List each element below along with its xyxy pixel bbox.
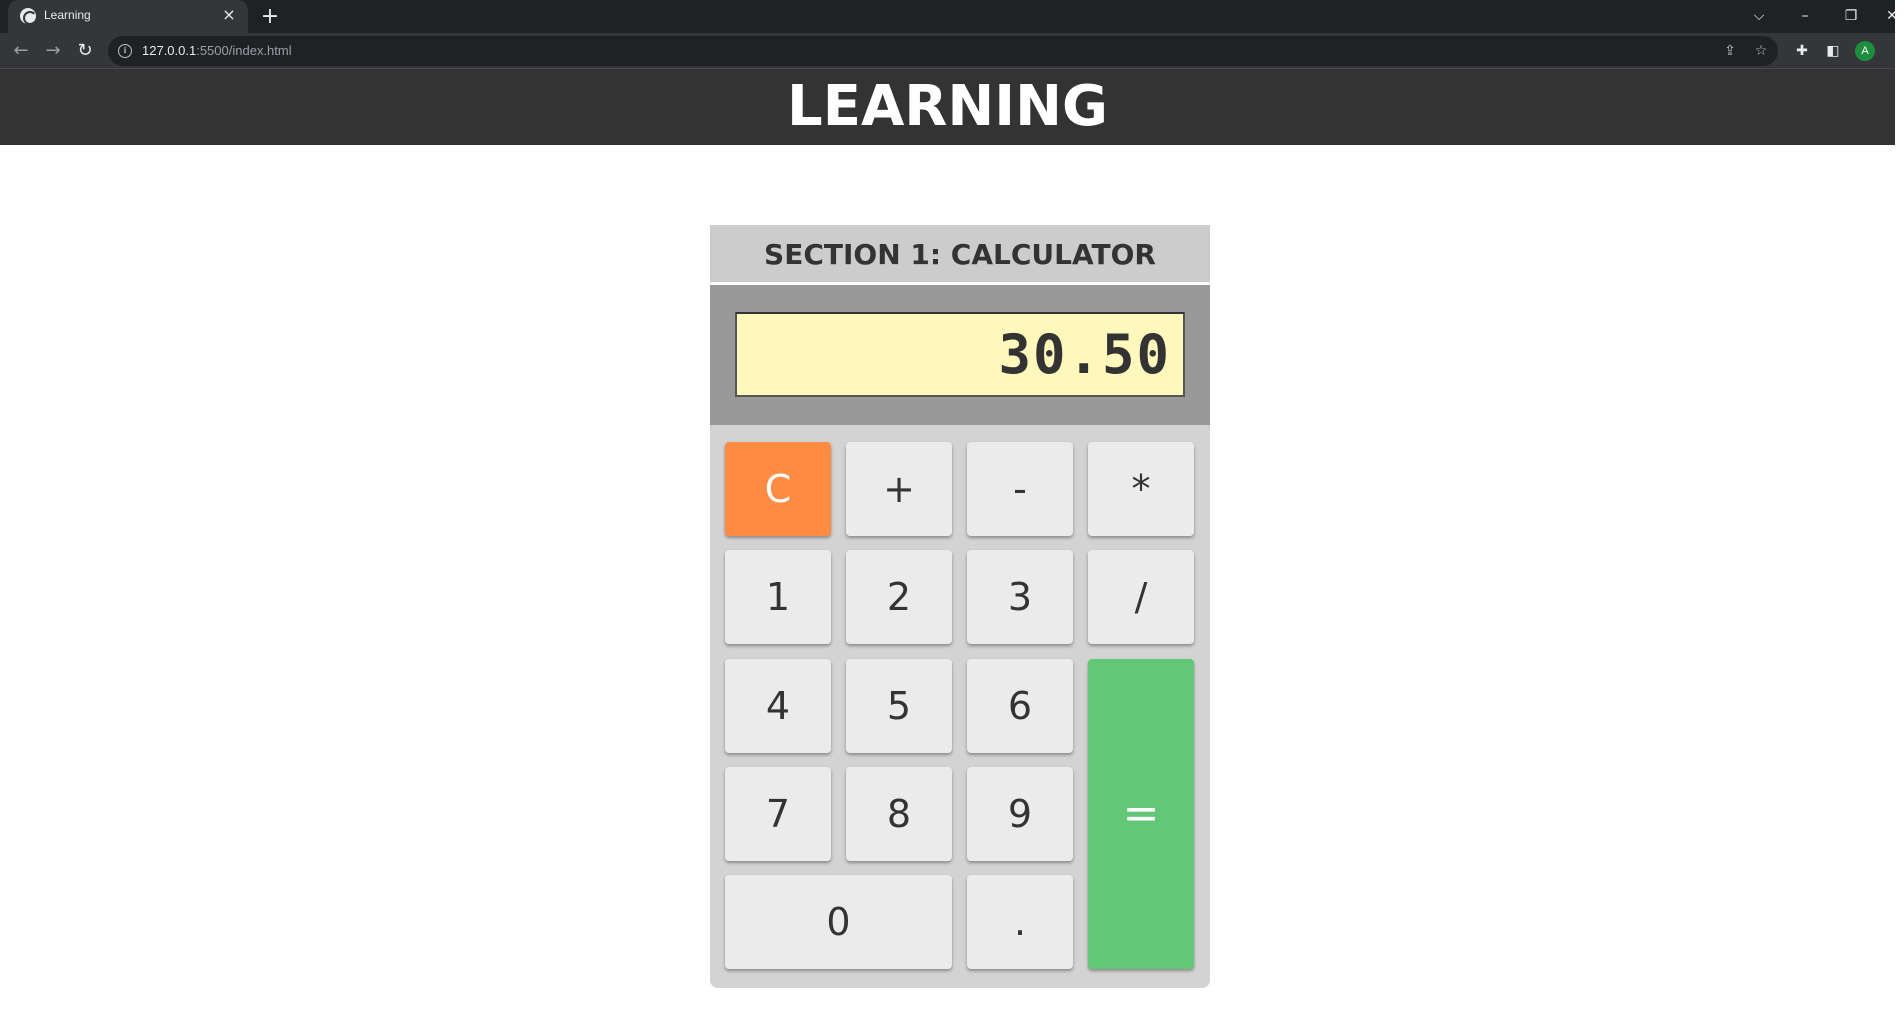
bookmark-star-icon[interactable]: ☆: [1754, 43, 1768, 59]
url-text[interactable]: [142, 43, 292, 58]
page-title: LEARNING: [787, 74, 1108, 139]
digit-1-button[interactable]: 1: [725, 550, 831, 644]
url-path: :5500/index.html: [196, 43, 292, 58]
address-bar[interactable]: [108, 36, 1778, 66]
site-header: [0, 69, 1895, 145]
decimal-button[interactable]: .: [967, 875, 1073, 969]
back-icon[interactable]: ←: [13, 40, 29, 61]
url-host: 127.0.0.1: [142, 43, 197, 58]
globe-icon: [20, 8, 36, 24]
minus-button[interactable]: -: [967, 442, 1073, 536]
browser-toolbar: [0, 33, 1895, 69]
new-tab-button[interactable]: +: [260, 4, 280, 29]
divide-button[interactable]: /: [1088, 550, 1194, 644]
forward-icon[interactable]: →: [45, 40, 61, 61]
digit-0-button[interactable]: 0: [725, 875, 952, 969]
digit-4-button[interactable]: 4: [725, 659, 831, 753]
multiply-button[interactable]: *: [1088, 442, 1194, 536]
digit-7-button[interactable]: 7: [725, 767, 831, 861]
profile-avatar[interactable]: A: [1855, 41, 1875, 61]
close-window-icon[interactable]: ✕: [1886, 8, 1898, 24]
reload-icon[interactable]: ↻: [77, 40, 93, 61]
digit-9-button[interactable]: 9: [967, 767, 1073, 861]
tab-search-icon[interactable]: ⌵: [1753, 8, 1765, 24]
minimize-icon[interactable]: –: [1801, 8, 1809, 24]
extensions-icon[interactable]: ✚: [1796, 43, 1808, 59]
digit-3-button[interactable]: 3: [967, 550, 1073, 644]
calculator-heading: SECTION 1: CALCULATOR: [710, 225, 1210, 285]
keypad: [725, 442, 1195, 982]
browser-tab[interactable]: [8, 0, 248, 33]
calculator: [710, 225, 1210, 988]
browser-tab-bar: [0, 0, 1898, 33]
digit-2-button[interactable]: 2: [846, 550, 952, 644]
equals-button[interactable]: =: [1088, 659, 1194, 969]
tab-title: Learning: [44, 8, 91, 22]
digit-5-button[interactable]: 5: [846, 659, 952, 753]
display-panel: [710, 285, 1210, 425]
share-icon[interactable]: ⇪: [1724, 43, 1736, 59]
digit-6-button[interactable]: 6: [967, 659, 1073, 753]
calculator-display: 30.50: [735, 312, 1185, 397]
clear-button[interactable]: C: [725, 442, 831, 536]
close-tab-icon[interactable]: ×: [222, 5, 236, 24]
restore-icon[interactable]: ❐: [1844, 8, 1858, 24]
side-panel-icon[interactable]: ◧: [1826, 43, 1840, 59]
digit-8-button[interactable]: 8: [846, 767, 952, 861]
plus-button[interactable]: +: [846, 442, 952, 536]
site-info-icon[interactable]: i: [118, 44, 132, 58]
